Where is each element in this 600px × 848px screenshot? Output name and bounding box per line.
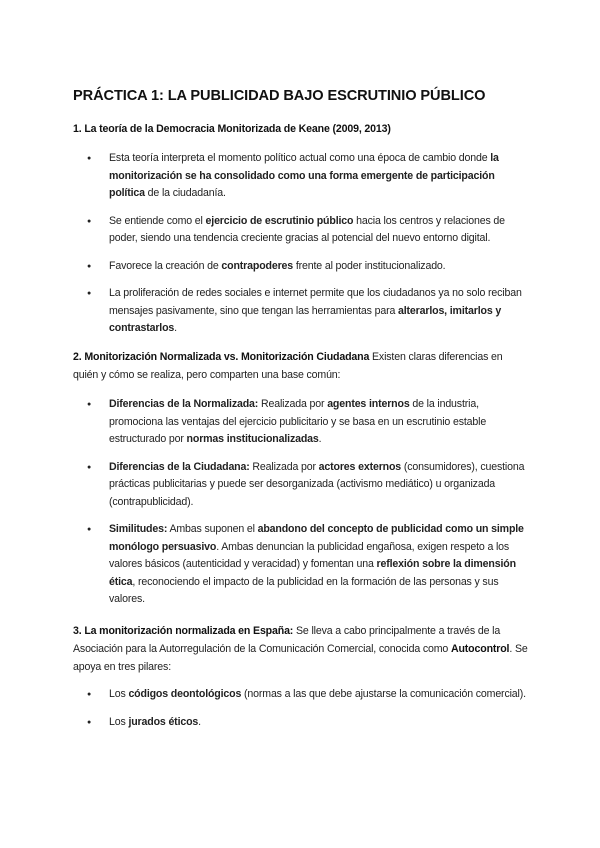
section-heading: 2. Monitorización Normalizada vs. Monitorización Ciudadana (73, 351, 370, 363)
section-2-list (73, 396, 528, 609)
list-item: ● La proliferación de redes sociales e internet permite que los ciudadanos ya no solo reciban mensajes pasivamente, sino que tengan las herramientas para alterarlos, imitarlos y contrastarlos. (73, 285, 528, 338)
list-item: ● Diferencias de la Ciudadana: Realizada por actores externos (consumidores), cuestiona prácticas publicitarias y puede ser desorganizada (activismo mediático) u organizada (contrapublicidad). (73, 459, 528, 512)
page-title: PRÁCTICA 1: LA PUBLICIDAD BAJO ESCRUTINIO PÚBLICO (73, 88, 486, 104)
list-item: ● Favorece la creación de contrapoderes frente al poder institucionalizado. (73, 258, 528, 276)
section-1-list (73, 150, 528, 338)
section-3-paragraph: 3. La monitorización normalizada en España: Se lleva a cabo principalmente a través de la Asociación para la Autorregulación de la Comunicación Comercial, conocida como Autocontrol. Se apoya en tres pilares: (73, 625, 528, 673)
list-item: ● Los jurados éticos. (73, 714, 528, 732)
section-2-paragraph: 2. Monitorización Normalizada vs. Monitorización Ciudadana Existen claras diferencias en quién y cómo se realiza, pero comparten una base común: (73, 351, 503, 381)
list-item: ● Esta teoría interpreta el momento político actual como una época de cambio donde la monitorización se ha consolidado como una forma emergente de participación política de la ciudadanía. (73, 150, 528, 203)
list-item: ● Diferencias de la Normalizada: Realizada por agentes internos de la industria, promociona las ventajas del ejercicio publicitario y se basa en un escrutinio estable estructurado por normas institucionalizadas. (73, 396, 528, 449)
section-heading: 3. La monitorización normalizada en España: (73, 625, 294, 637)
section-1-heading (73, 120, 528, 138)
list-item: ● Los códigos deontológicos (normas a las que debe ajustarse la comunicación comercial). (73, 686, 528, 704)
section-heading: 1. La teoría de la Democracia Monitorizada de Keane (2009, 2013) (73, 123, 391, 135)
list-item: ● Similitudes: Ambas suponen el abandono del concepto de publicidad como un simple monólogo persuasivo. Ambas denuncian la publicidad engañosa, exigen respeto a los valores básicos (autenticidad y veracidad) y fomentan una reflexión sobre la dimensión ética, reconociendo el impacto de la publicidad en la formación de las personas y sus valores. (73, 521, 528, 609)
list-item: ● Se entiende como el ejercicio de escrutinio público hacia los centros y relaciones de poder, siendo una tendencia creciente gracias al potencial del nuevo entorno digital. (73, 213, 528, 248)
section-3-list (73, 686, 528, 731)
